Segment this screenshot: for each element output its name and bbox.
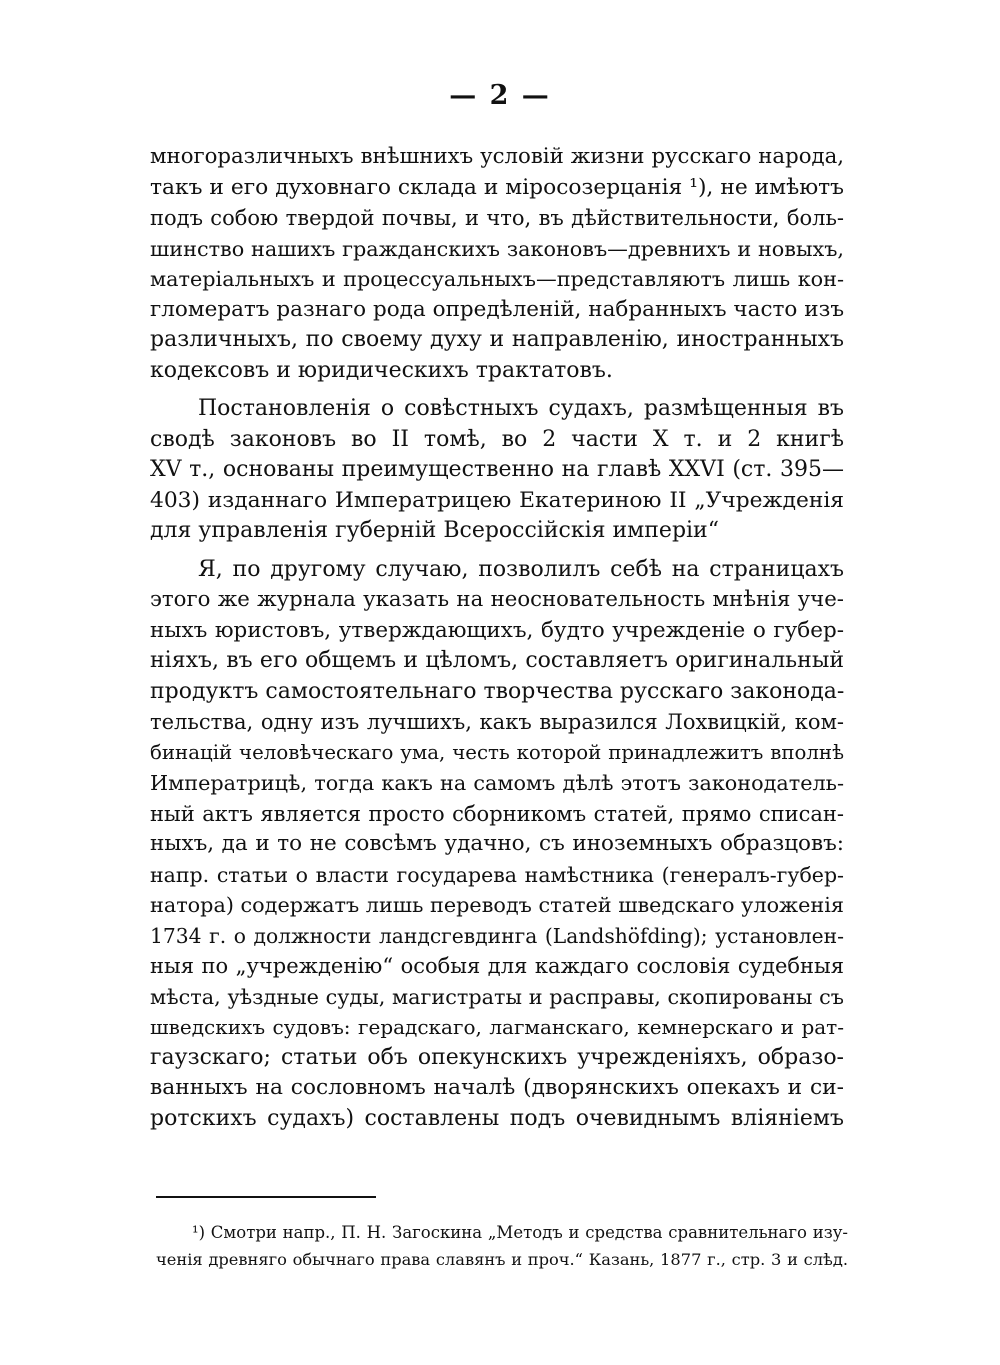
text-line: гломератъ разнаго рода опредѣленій, набранныхъ часто изъ	[150, 296, 844, 322]
text-line: кодексовъ и юридическихъ трактатовъ.	[150, 357, 613, 383]
footnote-divider	[156, 1196, 376, 1198]
text-line: 1734 г. о должности ландсгевдинга (Landshöfding); установлен-	[150, 923, 844, 948]
body-text	[150, 142, 844, 1134]
footnote-line: ¹) Смотри напр., П. Н. Загоскина „Методъ и средства сравнительнаго изу-	[192, 1223, 848, 1242]
text-line: ротскихъ судахъ) составлены подъ очевиднымъ вліяніемъ	[150, 1105, 844, 1131]
text-line: ныя по „учрежденію“ особыя для каждаго сословія судебныя	[150, 954, 844, 978]
paragraph-2	[150, 394, 844, 547]
text-line: этого же журнала указать на неосновательность мнѣнія уче-	[150, 587, 844, 612]
text-line: сводѣ законовъ во II томѣ, во 2 части X т. и 2 книгѣ	[150, 426, 844, 452]
text-line: мѣста, уѣздные суды, магистраты и расправы, скопированы съ	[150, 984, 844, 1009]
paragraph-3	[150, 555, 844, 1135]
footnote	[156, 1219, 848, 1273]
text-line: ванныхъ на сословномъ началѣ (дворянскихъ опекахъ и си-	[150, 1075, 844, 1100]
text-line: ный актъ является просто сборникомъ статей, прямо списан-	[150, 801, 844, 826]
paragraph-1	[150, 142, 844, 386]
text-line: для управленія губерній Всероссійскія имперіи“	[150, 518, 719, 543]
text-line: ныхъ, да и то не совсѣмъ удачно, съ иноземныхъ образцовъ:	[150, 831, 844, 856]
text-line: ныхъ юристовъ, утверждающихъ, будто учрежденіе о губер-	[150, 617, 844, 643]
text-line: тельства, одну изъ лучшихъ, какъ выразился Лохвицкій, ком-	[150, 710, 844, 734]
text-line: продуктъ самостоятельнаго творчества русскаго законода-	[150, 678, 845, 704]
paragraph-gap	[150, 547, 844, 555]
text-line: шведскихъ судовъ: герадскаго, лагманскаго, кемнерскаго и рат-	[150, 1015, 844, 1039]
text-line: матеріальныхъ и процессуальныхъ—представляютъ лишь кон-	[150, 267, 844, 291]
text-line: гаузскаго; статьи объ опекунскихъ учрежденіяхъ, образо-	[150, 1044, 844, 1070]
text-line: напр. статьи о власти государева намѣстника (генералъ-губер-	[150, 862, 844, 887]
text-line: бинацій человѣческаго ума, честь которой принадлежитъ вполнѣ	[150, 740, 844, 764]
text-line: различныхъ, по своему духу и направленію, иностранныхъ	[150, 327, 844, 352]
text-line: ніяхъ, въ его общемъ и цѣломъ, составляетъ оригинальный	[150, 648, 844, 673]
text-line: такъ и его духовнаго склада и міросозерцанія ¹), не имѣютъ	[150, 174, 844, 200]
text-line: натора) содержатъ лишь переводъ статей шведскаго уложенія	[150, 893, 844, 917]
text-line: XV т., основаны преимущественно на главѣ XXVI (ст. 395—	[150, 457, 844, 482]
text-line: Постановленія о совѣстныхъ судахъ, размѣщенныя въ	[198, 396, 844, 421]
text-line: Императрицѣ, тогда какъ на самомъ дѣлѣ этотъ законодатель-	[150, 771, 844, 795]
text-line: многоразличныхъ внѣшнихъ условій жизни русскаго народа,	[150, 144, 844, 169]
text-line: подъ собою твердой почвы, и что, въ дѣйствительности, боль-	[150, 206, 844, 230]
page-number: — 2 —	[449, 80, 551, 111]
text-line: шинство нашихъ гражданскихъ законовъ—древнихъ и новыхъ,	[150, 236, 844, 261]
text-line: Я, по другому случаю, позволилъ себѣ на страницахъ	[198, 556, 844, 582]
footnote-line: ченія древняго обычнаго права славянъ и проч.“ Казань, 1877 г., стр. 3 и слѣд.	[156, 1250, 848, 1269]
text-line: 403) изданнаго Императрицею Екатериною II „Учрежденія	[150, 487, 844, 513]
paragraph-gap	[150, 386, 844, 394]
